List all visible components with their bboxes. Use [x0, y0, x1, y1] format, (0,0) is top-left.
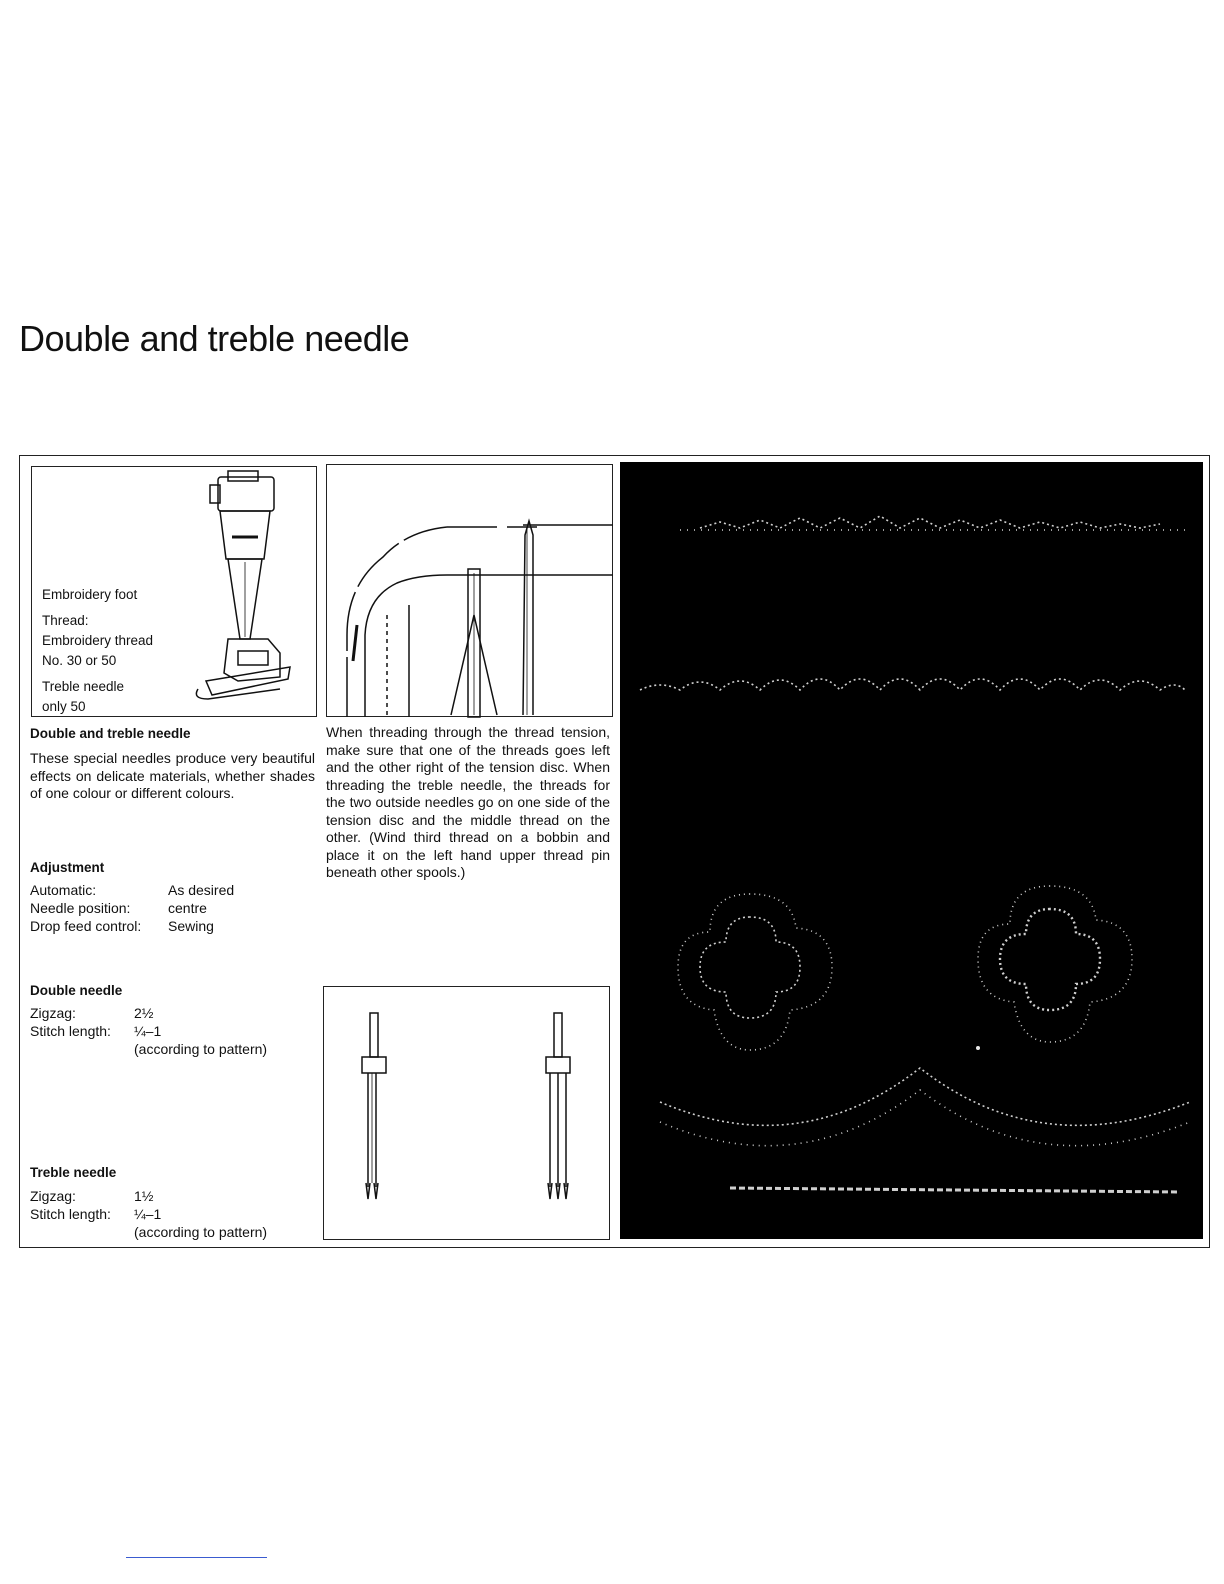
foot-label: Embroidery foot: [42, 587, 138, 602]
pattern-note: (according to pattern): [134, 1041, 268, 1057]
stitch-sample-drawing: [620, 462, 1203, 1239]
stitch-length-value: ¼–1: [134, 1206, 162, 1222]
treble-needle-icon: [546, 1013, 570, 1199]
zigzag-value: 2½: [134, 1005, 154, 1021]
zigzag-label: Zigzag:: [30, 1188, 76, 1204]
foot-label: Treble needle: [42, 679, 125, 694]
stitch-sample-photo: [620, 462, 1203, 1239]
adjustment-value: centre: [168, 900, 207, 916]
double-needle-settings: [30, 1004, 267, 1058]
adjustment-value: Sewing: [168, 918, 214, 934]
stitch-length-value: ¼–1: [134, 1023, 162, 1039]
double-needle-heading: Double needle: [30, 983, 123, 998]
stitch-length-label: Stitch length:: [30, 1206, 111, 1222]
embroidery-foot-figure: [31, 466, 317, 717]
foot-label: only 50: [42, 699, 86, 714]
zigzag-label: Zigzag:: [30, 1005, 76, 1021]
stitch-length-label: Stitch length:: [30, 1023, 111, 1039]
adjustment-value: As desired: [168, 882, 235, 898]
foot-label: Embroidery thread: [42, 633, 154, 648]
adjustment-label: Needle position:: [30, 900, 131, 916]
footer-rule: [126, 1557, 267, 1558]
needles-figure: [323, 986, 610, 1240]
page-title: Double and treble needle: [19, 318, 410, 359]
thread-tension-drawing: [327, 465, 614, 718]
needles-drawing: [324, 987, 611, 1241]
adjustment-label: Automatic:: [30, 882, 97, 898]
adjustment-table: [30, 881, 234, 935]
threading-text: When threading through the thread tension, make sure that one of the threads goes left and the other right of the tension disc. When threading the treble needle, the threads for the two outside needles go on one side of the tension disc and the middle thread on the other. (Wind third thread on a bobbin and place it on the left hand upper thread pin beneath other spools.): [326, 724, 610, 880]
thread-tension-figure: [326, 464, 613, 717]
adjustment-row: [30, 917, 234, 935]
double-needle-icon: [362, 1013, 386, 1199]
zigzag-value: 1½: [134, 1188, 154, 1204]
treble-needle-heading: Treble needle: [30, 1165, 117, 1180]
treble-needle-settings: [30, 1187, 267, 1241]
foot-label: Thread:: [42, 613, 89, 628]
adjustment-row: [30, 899, 234, 917]
foot-labels: [42, 585, 153, 717]
pattern-note: (according to pattern): [134, 1224, 268, 1240]
adjustment-label: Drop feed control:: [30, 918, 142, 934]
adjustment-row: [30, 881, 234, 899]
intro-text: These special needles produce very beautiful effects on delicate materials, whether shades of one colour or different colours.: [30, 750, 315, 801]
foot-label: No. 30 or 50: [42, 653, 117, 668]
intro-heading: Double and treble needle: [30, 726, 191, 741]
adjustment-heading: Adjustment: [30, 860, 105, 875]
